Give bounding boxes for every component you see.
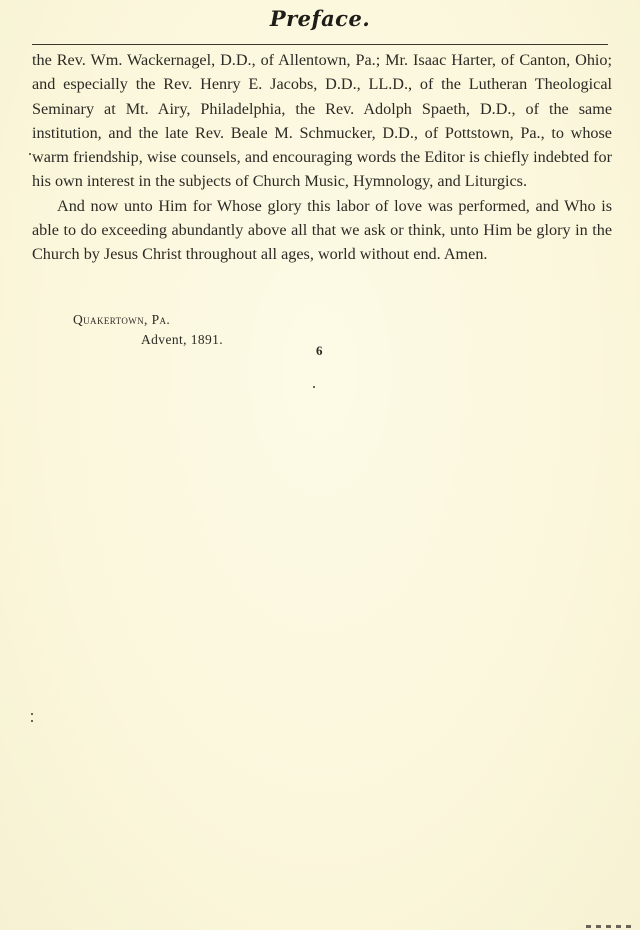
edge-mark <box>626 925 631 928</box>
preface-body <box>32 48 612 267</box>
edge-mark <box>616 925 621 928</box>
ink-speck <box>31 720 33 722</box>
signoff-place: Quakertown, Pa. <box>73 312 171 327</box>
page-number: 6 <box>316 343 323 358</box>
edge-mark <box>606 925 611 928</box>
edge-mark <box>586 925 591 928</box>
ink-speck <box>313 386 315 388</box>
paragraph-continued: the Rev. Wm. Wackernagel, D.D., of Allentown, Pa.; Mr. Isaac Harter, of Canton, Ohio; and especially the Rev. Henry E. Jacobs, D.D., LL.D., of the Lutheran Theological Seminary at Mt. Airy, Philadelphia, the Rev. Adolph Spaeth, D.D., of the same institution, and the late Rev. Beale M. Schmucker, D.D., of Pottstown, Pa., to whose warm friendship, wise counsels, and encouraging words the Editor is chiefly indebted for his own interest in the subjects of Church Music, Hymnology, and Liturgics. <box>32 51 612 191</box>
signoff-date: Advent, 1891. <box>141 332 224 347</box>
edge-mark <box>596 925 601 928</box>
ink-speck <box>29 153 31 155</box>
paragraph-closing-prayer: And now unto Him for Whose glory this labor of love was performed, and Who is able to do exceeding abundantly above all that we ask or think, unto Him be glory in the Church by Jesus Christ throughout all ages, world without end. Amen. <box>32 196 612 264</box>
header-rule <box>32 44 608 45</box>
page-bottom-edge <box>0 921 640 930</box>
running-header-title: Preface. <box>269 6 371 31</box>
ink-speck <box>31 713 33 715</box>
